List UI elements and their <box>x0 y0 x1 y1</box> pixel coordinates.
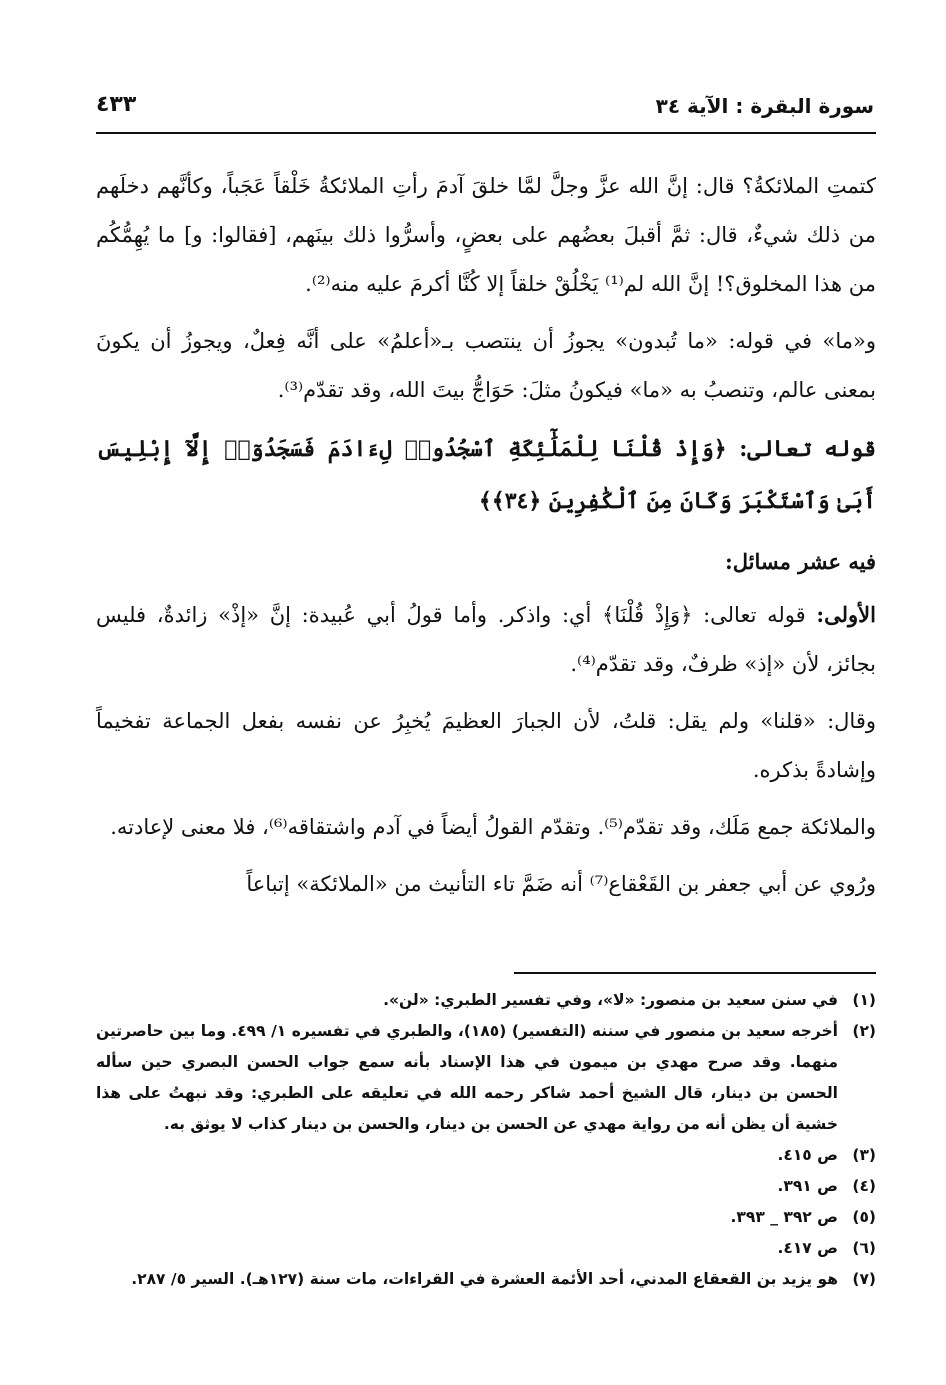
footnote-text: أخرجه سعيد بن منصور في سننه (التفسير) (١٨٥)، والطبري في تفسيره ١/ ٤٩٩. وما بين حاصرتين منهما. وقد صرح مهدي بن ميمون في هذا الإسناد بأنه سمع جواب الحسن البصري حين سأله الحسن بن دينار، قال الشيخ أحمد شاكر رحمه الله في تعليقه على الطبري: وقد نبهتُ على هذا خشية أن يظن أنه من رواية مهدي عن الحسن بن دينار، والحسن بن دينار كذاب لا يوثق به. <box>96 1022 838 1133</box>
paragraph: والملائكة جمع مَلَك، وقد تقدّم⁽⁵⁾. وتقدّم القولُ أيضاً في آدم واشتقاقه⁽⁶⁾، فلا معنى لإعادته. <box>110 815 876 839</box>
footnotes <box>96 985 876 1295</box>
footnote <box>96 1171 876 1202</box>
footnote <box>96 1264 876 1295</box>
quran-verse: قوله تعالى: ﴿وَإِذْ قُلْنَا لِلْمَلَٰٓئِكَةِ ٱسْجُدُوا۟ لِءَادَمَ فَسَجَدُوٓا۟ إِلَّآ إِبْلِيسَ أَبَىٰ وَٱسْتَكْبَرَ وَكَانَ مِنَ ٱلْكَٰفِرِينَ ﴿٣٤﴾﴾ <box>96 436 876 514</box>
main-text <box>96 162 876 917</box>
footnote-text: ص ٣٩٢ _ ٣٩٣. <box>730 1208 838 1226</box>
footnote-number: (٤) <box>852 1177 876 1195</box>
book-page <box>96 0 876 1385</box>
footnote <box>96 1202 876 1233</box>
footnote-number: (٣) <box>852 1146 876 1164</box>
footnote-number: (٧) <box>852 1270 876 1288</box>
paragraph: ورُوي عن أبي جعفر بن القَعْقاع⁽⁷⁾ أنه ضَمَّ تاء التأنيث من «الملائكة» إتباعاً <box>246 872 876 896</box>
footnote-text: هو يزيد بن القعقاع المدني، أحد الأئمة العشرة في القراءات، مات سنة (١٢٧هـ). السير ٥/ ٢٨٧. <box>131 1270 838 1288</box>
issue-label: الأولى: <box>816 602 876 627</box>
paragraph <box>96 590 876 689</box>
footnote <box>96 985 876 1016</box>
paragraph-text: قوله تعالى: ﴿وَإِذْ قُلْنَا﴾ أي: واذكر. وأما قولُ أبي عُبيدة: إنَّ «إذْ» زائدةٌ، فليس بجائز، لأن «إذ» ظرفٌ، وقد تقدّم⁽⁴⁾. <box>96 603 876 676</box>
paragraph: و«ما» في قوله: «ما تُبدون» يجوزُ أن ينتصب بـ«أعلمُ» على أنَّه فِعلٌ، ويجوزُ أن يكونَ بمعنى عالم، وتنصبُ به «ما» فيكونُ مثلَ: حَوَاجُّ بيتَ الله، وقد تقدّم⁽³⁾. <box>96 329 877 402</box>
page-header <box>96 92 876 134</box>
footnote-number: (٢) <box>852 1022 876 1040</box>
paragraph: كتمتِ الملائكةُ؟ قال: إنَّ الله عزَّ وجلَّ لمَّا خلقَ آدمَ رأتِ الملائكةُ خَلْقاً عَجَباً، وكأنَّهم دخلَهم من ذلك شيءٌ، قال: ثمَّ أقبلَ بعضُهم على بعضٍ، وأسرُّوا ذلك بينَهم، [فقالوا: و] ما يُهِمُّكُم من هذا المخلوق؟! إنَّ الله لم⁽¹⁾ يَخْلُقْ خلقاً إلا كُنَّا أكرمَ عليه منه⁽²⁾. <box>96 174 876 296</box>
footnote <box>96 1233 876 1264</box>
footnote <box>96 1140 876 1171</box>
section-heading: فيه عشر مسائل: <box>725 549 876 574</box>
footnote-number: (٦) <box>852 1239 876 1257</box>
page-number: ٤٣٣ <box>96 92 137 117</box>
footnote <box>96 1016 876 1140</box>
paragraph: وقال: «قلنا» ولم يقل: قلتُ، لأن الجبارَ العظيمَ يُخبِرُ عن نفسه بفعل الجماعة تفخيماً وإشادةً بذكره. <box>96 709 877 782</box>
footnote-text: ص ٤١٥. <box>777 1146 838 1164</box>
running-title: سورة البقرة : الآية ٣٤ <box>655 94 874 118</box>
footnote-text: ص ٤١٧. <box>777 1239 838 1257</box>
footnote-number: (١) <box>852 991 876 1009</box>
footnote-number: (٥) <box>852 1208 876 1226</box>
footnote-text: في سنن سعيد بن منصور: «لا»، وفي تفسير الطبري: «لن». <box>383 991 838 1009</box>
footnote-text: ص ٣٩١. <box>777 1177 838 1195</box>
footnote-divider <box>514 972 876 974</box>
